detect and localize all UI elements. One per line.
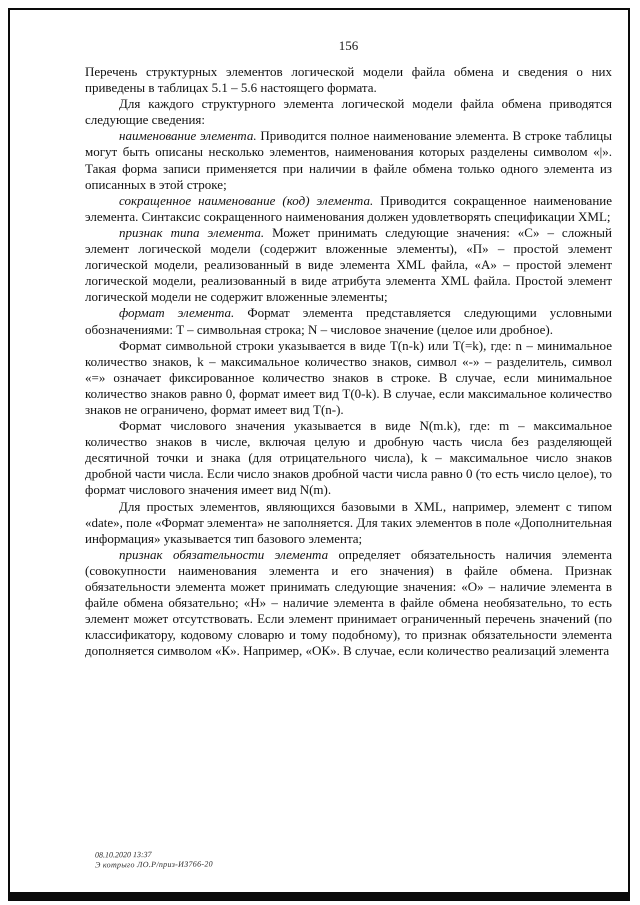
filing-stamp bbox=[95, 849, 213, 870]
stamp-reference: Э котрыго ЛО.Р/приз-ИЗ766-20 bbox=[95, 859, 213, 870]
paragraph bbox=[85, 193, 612, 225]
paragraph bbox=[85, 64, 612, 96]
page-number: 156 bbox=[338, 38, 359, 53]
paragraph-lead: сокращенное наименование (код) элемента. bbox=[119, 192, 374, 208]
paragraph bbox=[85, 418, 612, 498]
paragraph bbox=[85, 128, 612, 192]
paragraph-text: Для каждого структурного элемента логической модели файла обмена приводятся следующие сведения: bbox=[85, 96, 612, 128]
paragraph-lead: признак обязательности элемента bbox=[119, 546, 329, 562]
paragraph-text: Формат символьной строки указывается в виде T(n-k) или T(=k), где: n – минимальное количество знаков, k – максимальное количество знаков, символ «-» – разделитель, символ «=» означает фиксированное количество знаков в строке. В случае, если минимальное количество знаков равно 0, формат имеет вид T(0-k). В случае, если максимальное количество знаков не ограничено, формат имеет вид T(n-). bbox=[85, 337, 612, 417]
paragraph-text: Может принимать следующие значения: «С» – сложный элемент логической модели (содержит вложенные элементы), «П» – простой элемент логической модели, реализованный в виде элемента XML файла, «А» – простой элемент логической модели, реализованный в виде атрибута элемента XML файла. Простой элемент логической модели не содержит вложенные элементы; bbox=[85, 224, 612, 305]
paragraph-text: Формат числового значения указывается в виде N(m.k), где: m – максимальное количество знаков в числе, включая целую и дробную часть числа без разделяющей десятичной точки и знака (для отрицательного числа), k – максимальное число знаков дробной части числа. Если число знаков дробной части числа равно 0 (то есть число целое), то формат числового значения имеет вид N(m). bbox=[85, 418, 612, 498]
paragraph bbox=[85, 547, 612, 660]
paragraph-text: Формат элемента представляется следующими условными обозначениями: T – символьная строка; N – числовое значение (целое или дробное). bbox=[85, 305, 612, 337]
paragraph-text: Для простых элементов, являющихся базовыми в XML, например, элемент с типом «date», поле «Формат элемента» не заполняется. Для таких элементов в поле «Дополнительная информация» указывается тип базового элемента; bbox=[85, 498, 612, 546]
paragraph bbox=[85, 225, 612, 305]
paragraph-lead: признак типа элемента. bbox=[119, 224, 265, 240]
document-content bbox=[10, 64, 628, 659]
paragraph bbox=[85, 499, 612, 547]
paragraph-text: Приводится сокращенное наименование элемента. Синтаксис сокращенного наименования должен удовлетворять спецификации XML; bbox=[85, 192, 612, 224]
paragraph-text: определяет обязательность наличия элемента (совокупности наименования элемента и его значения) в файле обмена. Признак обязательности элемента может принимать следующие значения: «О» – наличие элемента в файле обмена обязательно; «Н» – наличие элемента в файле обмена необязательно, то есть элемент может отсутствовать. Если элемент принимает ограниченный перечень значений (по классификатору, кодовому словарю и тому подобному), то признак обязательности элемента дополняется символом «К». Например, «ОК». В случае, если количество реализаций элемента bbox=[85, 546, 612, 659]
paragraph bbox=[85, 96, 612, 128]
paragraph-lead: наименование элемента. bbox=[119, 128, 257, 144]
paragraph bbox=[85, 305, 612, 337]
paragraph-lead: формат элемента. bbox=[119, 305, 235, 321]
stamp-datetime: 08.10.2020 13:37 bbox=[94, 850, 152, 860]
paragraph-text: Перечень структурных элементов логической модели файла обмена и сведения о них приведены в таблицах 5.1 – 5.6 настоящего формата. bbox=[85, 64, 612, 96]
paragraph bbox=[85, 338, 612, 418]
document-page bbox=[8, 8, 630, 901]
paragraph-text: Приводится полное наименование элемента. В строке таблицы могут быть описаны несколько элементов, наименования которых разделены символом «|». Такая форма записи применяется при наличии в файле обмена только одного элемента из описанных в этой строке; bbox=[85, 128, 612, 192]
